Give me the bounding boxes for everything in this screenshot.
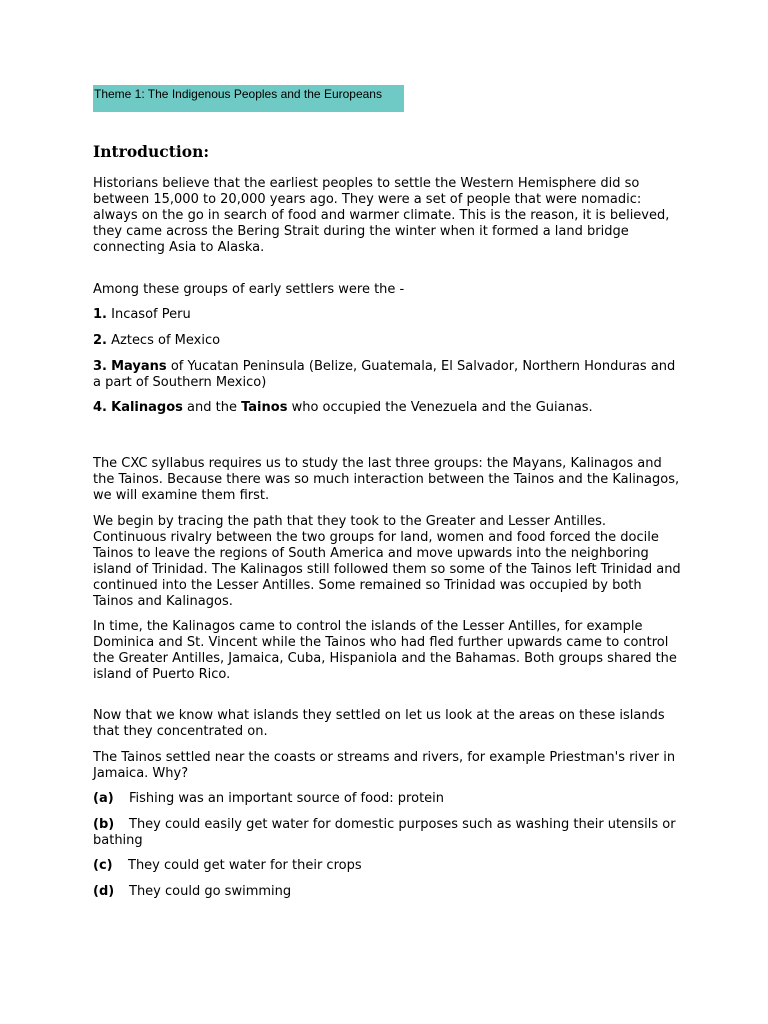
list-bold-term: Tainos xyxy=(241,400,288,415)
list-bold-term: Kalinagos xyxy=(111,400,183,415)
list-text: of Yucatan Peninsula (Belize, Guatemala, El Salvador, Northern Honduras and a part of Southern Mexico) xyxy=(93,359,676,390)
reason-item xyxy=(93,791,683,807)
reason-text: They could get water for their crops xyxy=(128,858,362,873)
list-item xyxy=(93,400,683,416)
cxc-paragraph: The CXC syllabus requires us to study the last three groups: the Mayans, Kalinagos and the Tainos. Because there was so much interaction between the Tainos and the Kalinagos, we will examine them first. xyxy=(93,456,680,503)
reason-text: They could go swimming xyxy=(129,884,292,899)
reason-letter: (a) xyxy=(93,791,114,806)
reason-text: Fishing was an important source of food: protein xyxy=(129,791,445,806)
reason-item xyxy=(93,817,683,849)
list-number: 2. xyxy=(93,333,107,348)
reason-letter: (c) xyxy=(93,858,113,873)
tainos-paragraph: The Tainos settled near the coasts or streams and rivers, for example Priestman's river in Jamaica. Why? xyxy=(93,750,676,781)
now-paragraph: Now that we know what islands they settled on let us look at the areas on these islands that they concentrated on. xyxy=(93,708,665,739)
list-item xyxy=(93,307,683,323)
reason-text: They could easily get water for domestic purposes such as washing their utensils or bathing xyxy=(93,817,676,848)
list-bold-term: Mayans xyxy=(111,359,167,374)
list-number: 4. xyxy=(93,400,107,415)
section-heading: Introduction: xyxy=(93,142,210,161)
reason-letter: (d) xyxy=(93,884,115,899)
path-paragraph: We begin by tracing the path that they took to the Greater and Lesser Antilles. Continuous rivalry between the two groups for land, women and food forced the docile Tainos to leave the regions of South America and move upwards into the neighboring island of Trinidad. The Kalinagos still followed them so some of the Tainos left Trinidad and continued into the Lesser Antilles. Some remained so Trinidad was occupied by both Tainos and Kalinagos. xyxy=(93,514,681,609)
list-item xyxy=(93,333,683,349)
list-text: who occupied the Venezuela and the Guianas. xyxy=(287,400,593,415)
list-text: and the xyxy=(182,400,242,415)
reason-item xyxy=(93,858,683,874)
intro-paragraph: Historians believe that the earliest peoples to settle the Western Hemisphere did so between 15,000 to 20,000 years ago. They were a set of people that were nomadic: always on the go in search of food and warmer climate. This is the reason, it is believed, they came across the Bering Strait during the winter when it formed a land bridge connecting Asia to Alaska. xyxy=(93,176,670,255)
among-line: Among these groups of early settlers were the - xyxy=(93,282,405,297)
list-item xyxy=(93,359,683,391)
list-number: 1. xyxy=(93,307,107,322)
time-paragraph: In time, the Kalinagos came to control the islands of the Lesser Antilles, for example Dominica and St. Vincent while the Tainos who had fled further upwards came to control the Greater Antilles, Jamaica, Cuba, Hispaniola and the Bahamas. Both groups shared the island of Puerto Rico. xyxy=(93,619,677,682)
reason-item xyxy=(93,884,683,900)
list-text: Incasof Peru xyxy=(111,307,191,322)
reason-letter: (b) xyxy=(93,817,115,832)
list-text: Aztecs of Mexico xyxy=(111,333,221,348)
list-number: 3. xyxy=(93,359,107,374)
theme-title: Theme 1: The Indigenous Peoples and the Europeans xyxy=(94,87,382,101)
